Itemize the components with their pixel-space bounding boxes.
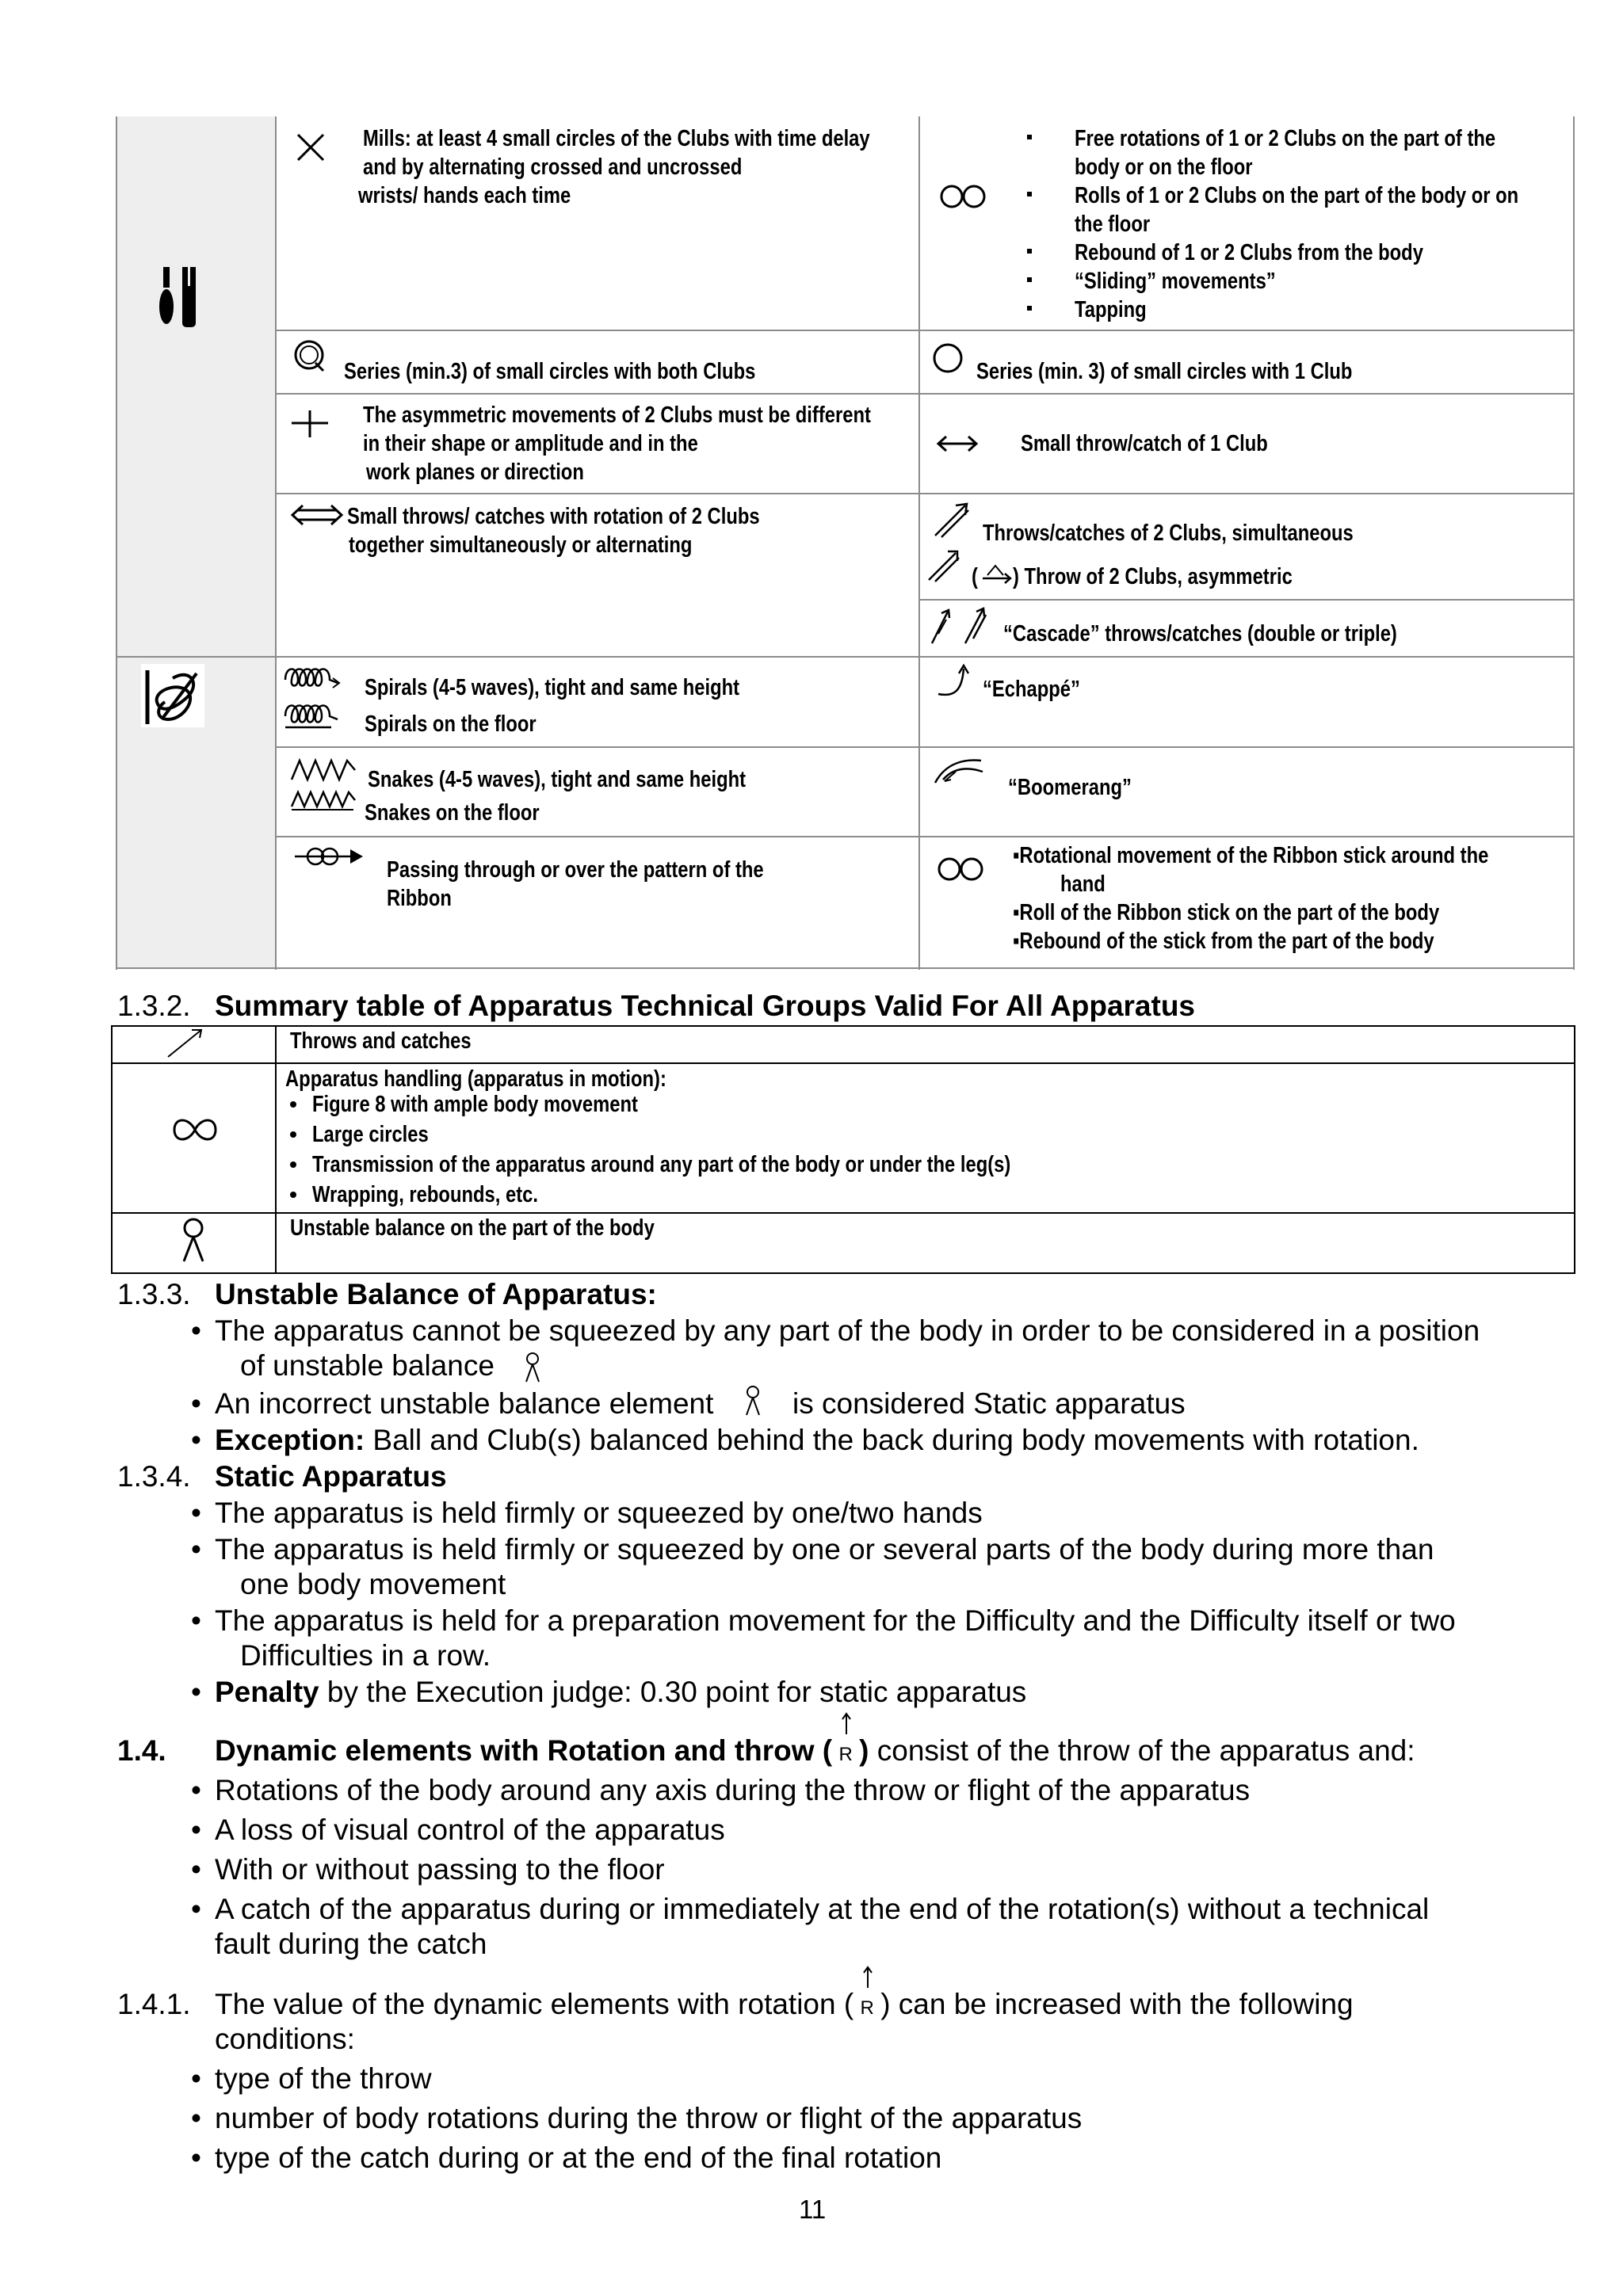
- snakes-floor: Snakes on the floor: [365, 800, 540, 826]
- rotational-line-3: ▪Roll of the Ribbon stick on the part of the body: [1013, 900, 1440, 925]
- section-number: 1.4.1.: [117, 1988, 191, 2020]
- section-number: 1.3.3.: [117, 1278, 191, 1310]
- bullet-item: • The apparatus is held firmly or squeezed by one or several parts of the body during more than: [215, 1532, 1434, 1567]
- page-number: 11: [799, 2195, 827, 2224]
- bullet-item: • Exception: Ball and Club(s) balanced behind the back during body movements with rotation.: [215, 1423, 1419, 1458]
- snake-icon: [290, 756, 361, 783]
- rotational-line-4: ▪Rebound of the stick from the part of the body: [1013, 929, 1434, 954]
- double-circle-icon: [938, 184, 991, 209]
- rotation-throw-symbol: R: [854, 1991, 880, 2026]
- list-item: Rolls of 1 or 2 Clubs on the part of the body or on: [1075, 183, 1519, 208]
- mills-line-1: Mills: at least 4 small circles of the Clubs with time delay: [363, 126, 870, 151]
- small-throws-two-line-2: together simultaneously or alternating: [349, 532, 693, 558]
- bullet-continuation: one body movement: [240, 1568, 506, 1600]
- spiral-icon: [282, 664, 358, 692]
- section-text: The value of the dynamic elements with rotation ( R ) can be increased with the following: [215, 1987, 1354, 2026]
- section-title: Unstable Balance of Apparatus:: [215, 1278, 657, 1310]
- circle-icon: [932, 342, 965, 376]
- section-title: Summary table of Apparatus Technical Groups Valid For All Apparatus: [215, 990, 1196, 1022]
- throw-arrow-icon: [165, 1027, 204, 1058]
- throw-asymmetric: ) Throw of 2 Clubs, asymmetric: [1013, 564, 1293, 589]
- bullet-item: • An incorrect unstable balance element: [215, 1386, 713, 1421]
- list-item: • Rotations of the body around any axis during the throw or flight of the apparatus: [215, 1773, 1250, 1808]
- asymmetric-line-1: The asymmetric movements of 2 Clubs must be different: [363, 402, 871, 428]
- section-number: 1.3.4.: [117, 1460, 191, 1493]
- series-both-clubs: Series (min.3) of small circles with both Clubs: [344, 359, 756, 384]
- throw-asymmetric-open: (: [972, 564, 978, 589]
- small-throws-two-line-1: Small throws/ catches with rotation of 2 Clubs: [347, 504, 760, 529]
- list-item: • A loss of visual control of the apparatus: [215, 1813, 725, 1848]
- list-item: Figure 8 with ample body movement: [312, 1092, 638, 1117]
- wide-double-arrow-icon: [290, 504, 344, 526]
- list-item: • type of the catch during or at the end of the final rotation: [215, 2141, 941, 2176]
- double-arrow-icon: [935, 434, 980, 453]
- clubs-apparatus-icon: [158, 265, 206, 329]
- echappe: “Echappé”: [983, 677, 1080, 702]
- cascade-arrows-icon: [927, 605, 999, 648]
- asymmetric-throw-arrow-icon: [926, 548, 962, 585]
- mills-line-3: wrists/ hands each time: [358, 183, 571, 208]
- list-item: • type of the throw: [215, 2061, 432, 2096]
- echappe-icon: [935, 662, 975, 699]
- list-item: body or on the floor: [1075, 154, 1253, 180]
- asymmetric-line-2: in their shape or amplitude and in the: [363, 431, 698, 456]
- list-item: Free rotations of 1 or 2 Clubs on the part of the: [1075, 126, 1496, 151]
- throws-simultaneous: Throws/catches of 2 Clubs, simultaneous: [983, 521, 1354, 546]
- mills-line-2: and by alternating crossed and uncrossed: [363, 154, 743, 180]
- handling-title: Apparatus handling (apparatus in motion):: [285, 1066, 666, 1092]
- mills-cross-icon: [295, 133, 327, 162]
- small-throw-one-club: Small throw/catch of 1 Club: [1021, 431, 1268, 456]
- section-number: 1.3.2.: [117, 990, 191, 1022]
- rotation-throw-symbol: R: [832, 1737, 859, 1772]
- list-item: “Sliding” movements”: [1075, 269, 1276, 294]
- group-column-shade: [116, 116, 276, 969]
- arc-arrow-icon: [981, 561, 1013, 585]
- list-item: the floor: [1075, 212, 1151, 237]
- bullet-item: • The apparatus cannot be squeezed by any part of the body in order to be considered in a position: [215, 1314, 1480, 1348]
- bullet-continuation: of unstable balance: [240, 1349, 495, 1382]
- ribbon-apparatus-icon: [141, 664, 204, 727]
- list-item: • A catch of the apparatus during or immediately at the end of the rotation(s) without a technical: [215, 1892, 1429, 1927]
- double-spiral-circle-icon: [293, 339, 328, 374]
- series-one-club: Series (min. 3) of small circles with 1 Club: [976, 359, 1353, 384]
- bullet-item: • The apparatus is held for a preparation movement for the Difficulty and the Difficulty itself or two: [215, 1604, 1456, 1638]
- plus-icon: [290, 407, 330, 439]
- section-title: Static Apparatus: [215, 1460, 447, 1493]
- double-throw-arrow-icon: [932, 501, 972, 540]
- unstable-balance-icon: [521, 1352, 544, 1383]
- figure-eight-icon: [171, 1114, 219, 1146]
- section-text-continuation: conditions:: [215, 2023, 355, 2055]
- list-item: Transmission of the apparatus around any part of the body or under the leg(s): [312, 1152, 1011, 1177]
- list-item: Tapping: [1075, 297, 1147, 322]
- unstable-balance-icon: [742, 1385, 764, 1417]
- unstable-balance-icon: [178, 1217, 209, 1263]
- bullet-item: • The apparatus is held firmly or squeezed by one/two hands: [215, 1496, 983, 1531]
- boomerang-icon: [934, 756, 986, 788]
- spirals: Spirals (4-5 waves), tight and same height: [365, 675, 740, 700]
- asymmetric-line-3: work planes or direction: [366, 460, 584, 485]
- list-item: Large circles: [312, 1122, 429, 1147]
- snake-floor-icon: [290, 789, 361, 813]
- bullet-item-tail: is considered Static apparatus: [792, 1387, 1186, 1420]
- cascade-throws: “Cascade” throws/catches (double or triple): [1003, 621, 1397, 646]
- unstable-balance-row: Unstable balance on the part of the body: [290, 1215, 655, 1241]
- rotational-line-1: ▪Rotational movement of the Ribbon stick around the: [1013, 843, 1489, 868]
- section-number: 1.4.: [117, 1734, 166, 1767]
- passing-through-icon: [293, 843, 365, 870]
- passing-line-2: Ribbon: [387, 886, 452, 911]
- snakes: Snakes (4-5 waves), tight and same height: [368, 767, 747, 792]
- list-item: • number of body rotations during the throw or flight of the apparatus: [215, 2101, 1082, 2136]
- bullet-continuation: Difficulties in a row.: [240, 1639, 491, 1672]
- list-item-continuation: fault during the catch: [215, 1928, 487, 1960]
- double-circle-icon: [935, 856, 989, 883]
- section-title: Dynamic elements with Rotation and throw ( R ) consist of the throw of the apparatus and:: [215, 1733, 1415, 1772]
- rotational-line-2: hand: [1060, 871, 1106, 897]
- bullet-item: • Penalty by the Execution judge: 0.30 point for static apparatus: [215, 1675, 1026, 1710]
- list-item: Wrapping, rebounds, etc.: [312, 1182, 538, 1207]
- spiral-floor-icon: [282, 699, 358, 730]
- spirals-floor: Spirals on the floor: [365, 711, 537, 737]
- passing-line-1: Passing through or over the pattern of the: [387, 857, 764, 883]
- list-item: • With or without passing to the floor: [215, 1852, 665, 1887]
- list-item: Rebound of 1 or 2 Clubs from the body: [1075, 240, 1423, 265]
- boomerang: “Boomerang”: [1008, 775, 1132, 800]
- throws-and-catches: Throws and catches: [290, 1028, 472, 1054]
